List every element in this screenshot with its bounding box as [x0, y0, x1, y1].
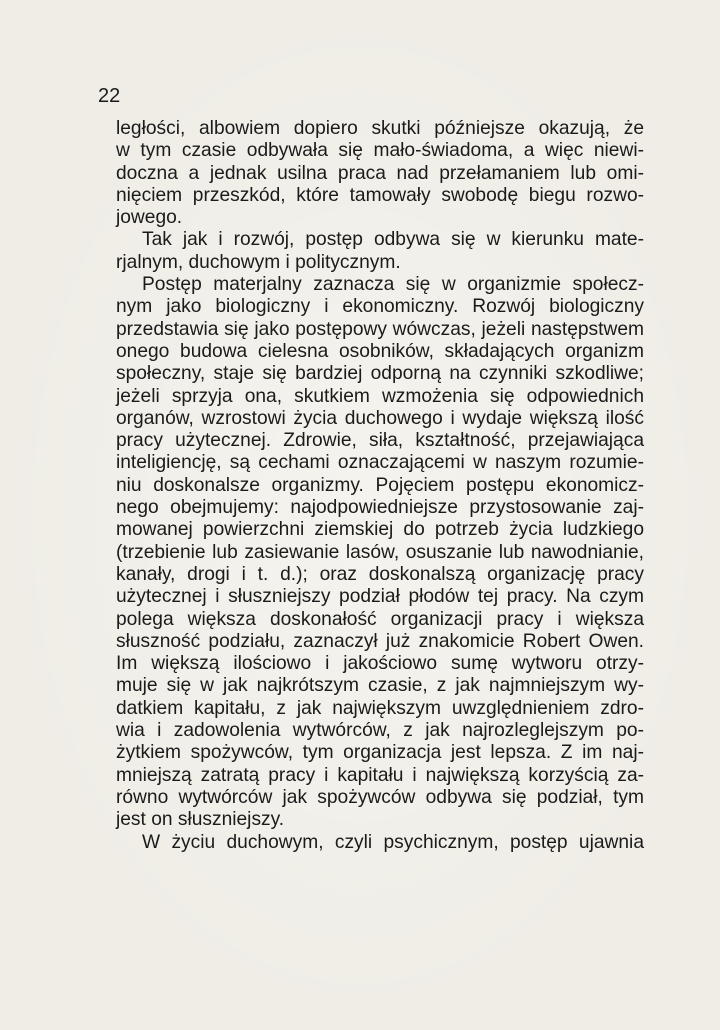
text-line: kanały, drogi i t. d.); oraz doskonalszą organizację pracy	[116, 563, 644, 585]
text-line: mniejszą zatratą pracy i kapitału i największą korzyścią za-	[116, 764, 644, 786]
text-line: niu doskonalsze organizmy. Pojęciem postępu ekonomicz-	[116, 474, 644, 496]
text-line: nego obejmujemy: najodpowiedniejsze przystosowanie zaj-	[116, 497, 644, 519]
text-line: organów, wzrostowi życia duchowego i wydaje większą ilość	[116, 407, 644, 429]
body-text	[116, 118, 644, 854]
text-line: datkiem kapitału, z jak największym uwzględnieniem zdro-	[116, 697, 644, 719]
text-line: słuszność podziału, zaznaczył już znakomicie Robert Owen.	[116, 630, 644, 652]
text-line: społeczny, staje się bardziej odporną na czynniki szkodliwe;	[116, 363, 644, 385]
text-line: (trzebienie lub zasiewanie lasów, osuszanie lub nawodnianie,	[116, 541, 644, 563]
page-number: 22	[98, 85, 121, 107]
text-line: mowanej powierzchni ziemskiej do potrzeb życia ludzkiego	[116, 519, 644, 541]
text-line: jowego.	[116, 207, 183, 229]
text-line: W życiu duchowym, czyli psychicznym, postęp ujawnia	[142, 831, 644, 853]
text-line: polega większa doskonałość organizacji pracy i większa	[116, 608, 644, 630]
text-line: inteligiencję, są cechami oznaczającemi w naszym rozumie-	[116, 452, 644, 474]
text-line: onego budowa cielesna osobników, składających organizm	[116, 340, 644, 362]
text-line: przedstawia się jako postępowy wówczas, jeżeli następstwem	[116, 318, 644, 340]
text-line: Postęp materjalny zaznacza się w organizmie społecz-	[142, 274, 644, 296]
text-line: nym jako biologiczny i ekonomiczny. Rozwój biologiczny	[116, 296, 644, 318]
text-line: pracy użytecznej. Zdrowie, siła, kształtność, przejawiająca	[116, 430, 644, 452]
text-line: równo wytwórców jak spożywców odbywa się podział, tym	[116, 786, 644, 808]
text-line: w tym czasie odbywała się mało-świadoma, a więc niewi-	[116, 140, 644, 162]
text-line: wia i zadowolenia wytwórców, z jak najrozleglejszym po-	[116, 720, 644, 742]
text-line: nięciem przeszkód, które tamowały swobodę biegu rozwo-	[116, 184, 644, 206]
text-line: ległości, albowiem dopiero skutki późniejsze okazują, że	[116, 118, 644, 139]
text-line: jest on słuszniejszy.	[116, 809, 285, 831]
text-line: muje się w jak najkrótszym czasie, z jak najmniejszym wy-	[116, 675, 644, 697]
text-line: użytecznej i słuszniejszy podział płodów tej pracy. Na czym	[116, 586, 644, 608]
text-line: rjalnym, duchowym i politycznym.	[116, 251, 401, 273]
text-line: Tak jak i rozwój, postęp odbywa się w kierunku mate-	[142, 229, 644, 251]
text-line: Im większą ilościowo i jakościowo sumę wytworu otrzy-	[116, 653, 644, 675]
text-line: jeżeli sprzyja ona, skutkiem wzmożenia się odpowiednich	[116, 385, 644, 407]
text-line: doczna a jednak usilna praca nad przełamaniem lub omi-	[116, 162, 644, 184]
text-line: żytkiem spożywców, tym organizacja jest lepsza. Z im naj-	[116, 742, 644, 764]
